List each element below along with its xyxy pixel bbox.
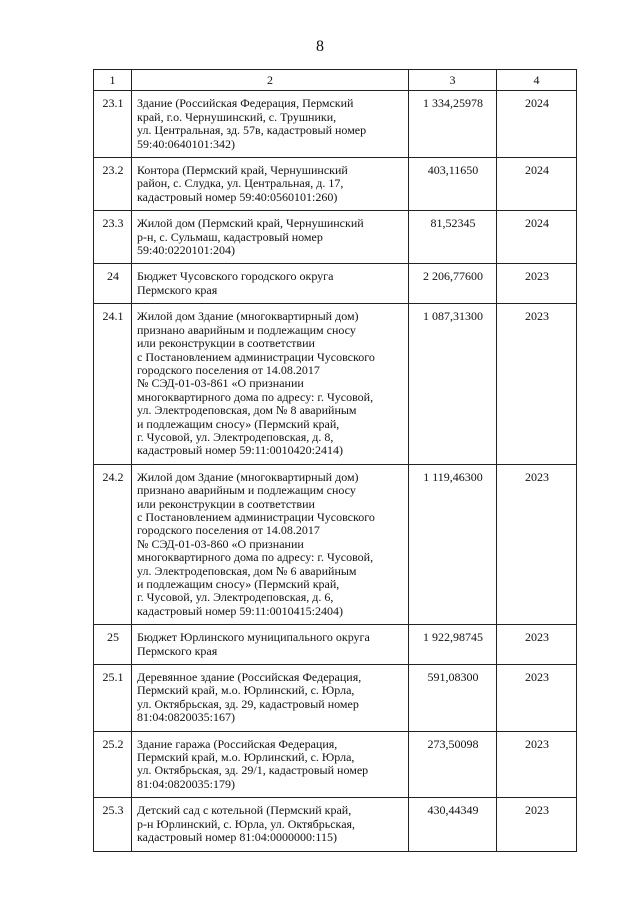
row-year: 2023 bbox=[497, 665, 577, 732]
row-number: 25.1 bbox=[94, 665, 132, 732]
property-table bbox=[93, 69, 577, 852]
row-amount: 1 334,25978 bbox=[409, 91, 497, 158]
row-amount: 1 119,46300 bbox=[409, 464, 497, 624]
row-number: 25 bbox=[94, 625, 132, 665]
row-year: 2024 bbox=[497, 91, 577, 158]
row-amount: 273,50098 bbox=[409, 731, 497, 798]
table-row bbox=[94, 665, 577, 732]
header-cell: 2 bbox=[132, 70, 409, 91]
row-description: Жилой дом (Пермский край, Чернушинский р-н, с. Сульмаш, кадастровый номер 59:40:0220101:204) bbox=[132, 211, 409, 264]
table-row bbox=[94, 264, 577, 304]
row-year: 2023 bbox=[497, 798, 577, 851]
table-header-row bbox=[94, 70, 577, 91]
row-description: Жилой дом Здание (многоквартирный дом) признано аварийным и подлежащим сносу или реконструкции в соответствии с Постановлением администрации Чусовского городского поселения от 14.08.2017 № СЭД-01-03-860 «О признании многоквартирного дома по адресу: г. Чусовой, ул. Электродеповская, дом № 6 аварийным и подлежащим сносу» (Пермский край, г. Чусовой, ул. Электродеповская, д. 6, кадастровый номер 59:11:0010415:2404) bbox=[132, 464, 409, 624]
row-description: Бюджет Юрлинского муниципального округа Пермского края bbox=[132, 625, 409, 665]
row-amount: 81,52345 bbox=[409, 211, 497, 264]
row-year: 2023 bbox=[497, 304, 577, 464]
table-row bbox=[94, 464, 577, 624]
row-year: 2023 bbox=[497, 464, 577, 624]
row-number: 25.3 bbox=[94, 798, 132, 851]
row-number: 25.2 bbox=[94, 731, 132, 798]
row-amount: 1 087,31300 bbox=[409, 304, 497, 464]
row-year: 2023 bbox=[497, 625, 577, 665]
row-amount: 430,44349 bbox=[409, 798, 497, 851]
row-amount: 591,08300 bbox=[409, 665, 497, 732]
row-number: 23.3 bbox=[94, 211, 132, 264]
table-row bbox=[94, 211, 577, 264]
header-cell: 1 bbox=[94, 70, 132, 91]
header-cell: 3 bbox=[409, 70, 497, 91]
row-year: 2024 bbox=[497, 158, 577, 211]
table-row bbox=[94, 625, 577, 665]
row-amount: 2 206,77600 bbox=[409, 264, 497, 304]
table-row bbox=[94, 158, 577, 211]
row-amount: 403,11650 bbox=[409, 158, 497, 211]
table-row bbox=[94, 91, 577, 158]
row-year: 2023 bbox=[497, 264, 577, 304]
row-year: 2023 bbox=[497, 731, 577, 798]
page-number: 8 bbox=[316, 38, 324, 55]
table-row bbox=[94, 798, 577, 851]
row-number: 23.2 bbox=[94, 158, 132, 211]
header-cell: 4 bbox=[497, 70, 577, 91]
row-year: 2024 bbox=[497, 211, 577, 264]
row-number: 24.1 bbox=[94, 304, 132, 464]
row-description: Детский сад с котельной (Пермский край, р-н Юрлинский, с. Юрла, ул. Октябрьская, кадастровый номер 81:04:0000000:115) bbox=[132, 798, 409, 851]
row-number: 24 bbox=[94, 264, 132, 304]
row-number: 23.1 bbox=[94, 91, 132, 158]
table-row bbox=[94, 731, 577, 798]
row-description: Здание (Российская Федерация, Пермский край, г.о. Чернушинский, с. Трушники, ул. Центральная, зд. 57в, кадастровый номер 59:40:0640101:342) bbox=[132, 91, 409, 158]
row-description: Контора (Пермский край, Чернушинский район, с. Слудка, ул. Центральная, д. 17, кадастровый номер 59:40:0560101:260) bbox=[132, 158, 409, 211]
row-description: Деревянное здание (Российская Федерация, Пермский край, м.о. Юрлинский, с. Юрла, ул. Октябрьская, зд. 29, кадастровый номер 81:04:0820035:167) bbox=[132, 665, 409, 732]
row-description: Здание гаража (Российская Федерация, Пермский край, м.о. Юрлинский, с. Юрла, ул. Октябрьская, зд. 29/1, кадастровый номер 81:04:0820035:179) bbox=[132, 731, 409, 798]
row-description: Бюджет Чусовского городского округа Пермского края bbox=[132, 264, 409, 304]
row-number: 24.2 bbox=[94, 464, 132, 624]
table-body bbox=[94, 70, 577, 852]
table-row bbox=[94, 304, 577, 464]
row-amount: 1 922,98745 bbox=[409, 625, 497, 665]
row-description: Жилой дом Здание (многоквартирный дом) признано аварийным и подлежащим сносу или реконструкции в соответствии с Постановлением администрации Чусовского городского поселения от 14.08.2017 № СЭД-01-03-861 «О признании многоквартирного дома по адресу: г. Чусовой, ул. Электродеповская, дом № 8 аварийным и подлежащим сносу» (Пермский край, г. Чусовой, ул. Электродеповская, д. 8, кадастровый номер 59:11:0010420:2414) bbox=[132, 304, 409, 464]
